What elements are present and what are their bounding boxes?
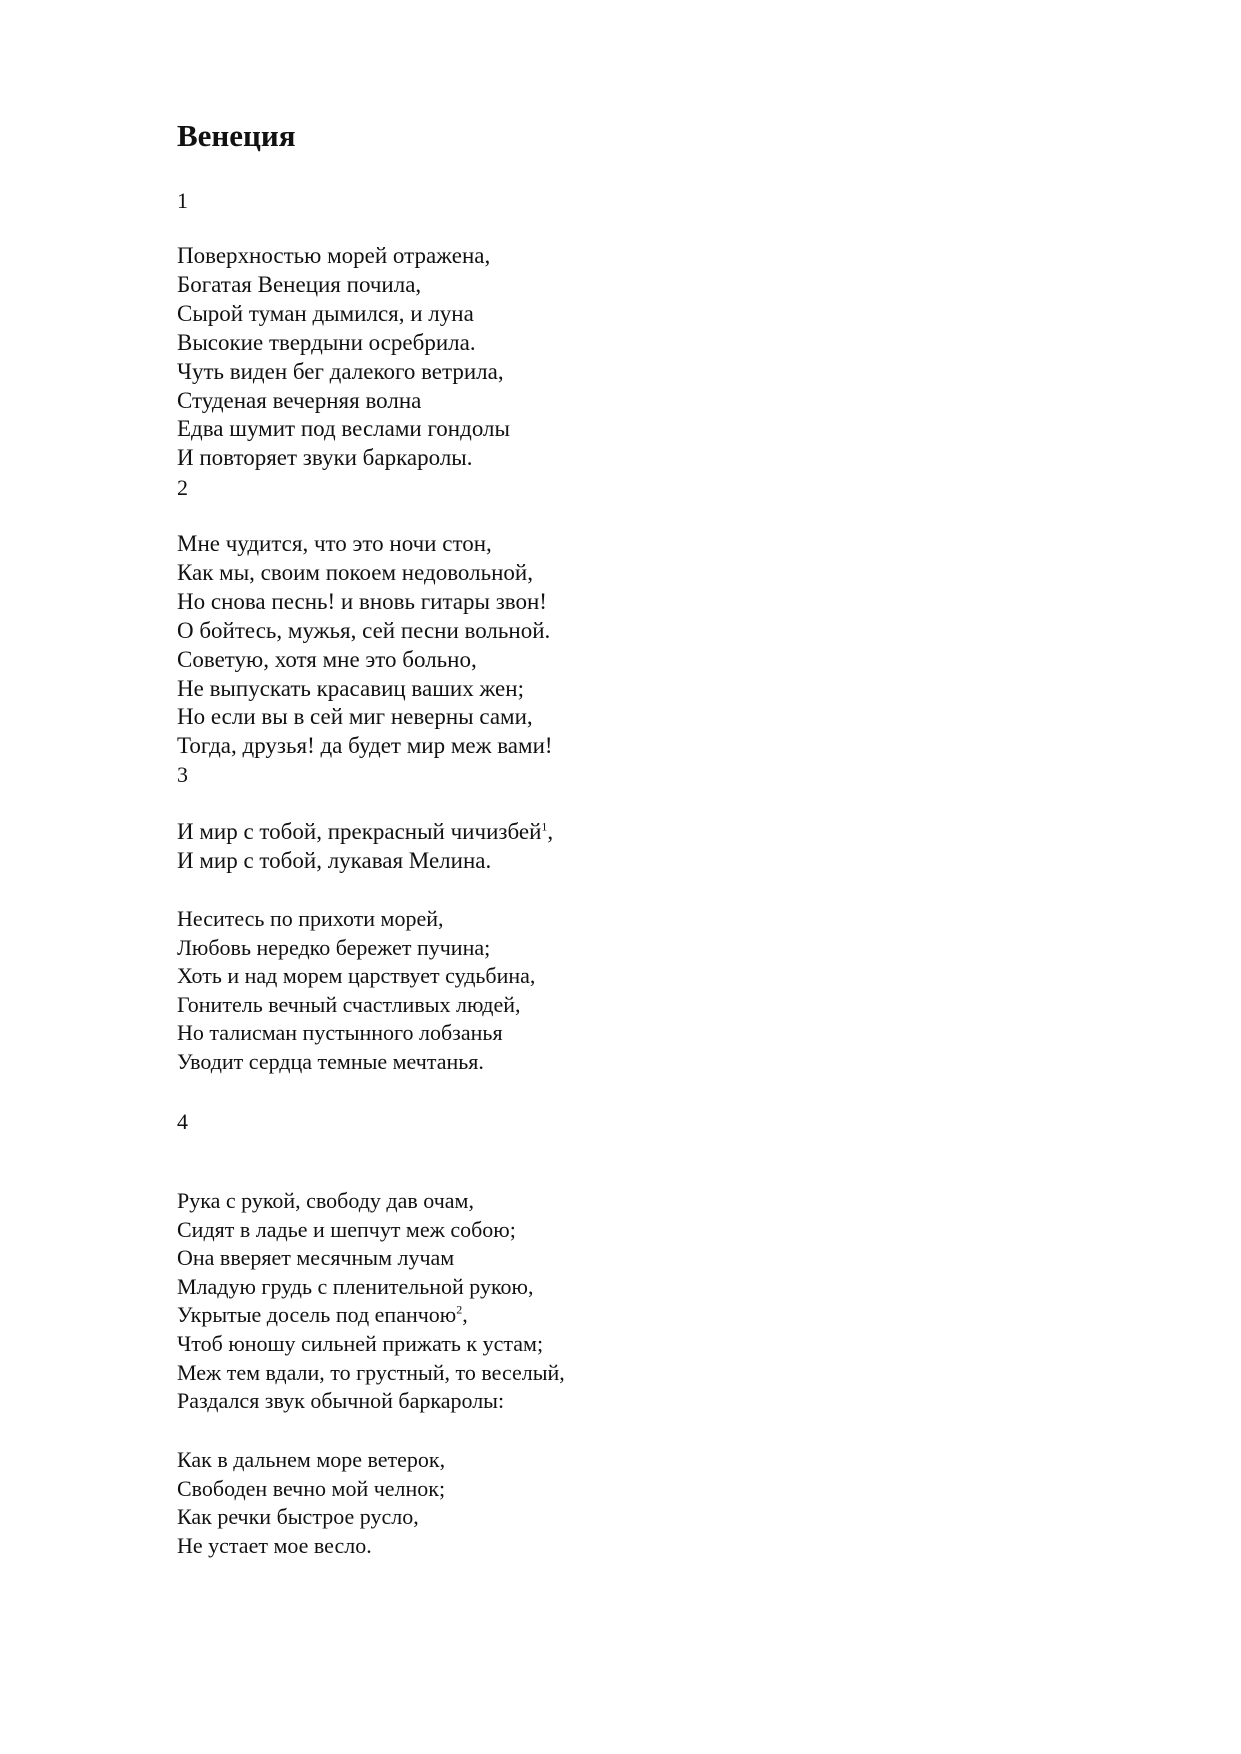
poem-title: Венеция	[177, 118, 296, 153]
verse-line-punctuation: ,	[547, 819, 554, 844]
verse-line-text: Укрытые досель под епанчою	[177, 1302, 457, 1328]
verse-line: Сидят в ладье и шепчут меж собою;	[177, 1216, 516, 1242]
verse-line: Высокие твердыни осребрила.	[177, 329, 476, 355]
verse-line: Но талисман пустынного лобзанья	[177, 1020, 503, 1046]
verse-line: И мир с тобой, лукавая Мелина.	[177, 847, 492, 873]
stanza-4a	[177, 1187, 565, 1416]
verse-line-text: И мир с тобой, прекрасный чичизбей	[177, 819, 542, 844]
verse-line: Сырой туман дымился, и луна	[177, 300, 474, 326]
stanza-3a	[177, 818, 553, 876]
footnote-mark: 2	[456, 1303, 463, 1318]
verse-line: Как мы, своим покоем недовольной,	[177, 559, 533, 585]
section-number-2: 2	[177, 475, 188, 500]
footnote-mark: 1	[541, 819, 548, 834]
verse-line: Но снова песнь! и вновь гитары звон!	[177, 588, 547, 614]
verse-line: Богатая Венеция почила,	[177, 271, 422, 297]
verse-line: Любовь нередко бережет пучина;	[177, 934, 491, 960]
verse-line: Младую грудь с пленительной рукою,	[177, 1273, 534, 1299]
verse-line: Советую, хотя мне это больно,	[177, 646, 477, 672]
section-number-4: 4	[177, 1109, 188, 1134]
verse-line: Меж тем вдали, то грустный, то веселый,	[177, 1359, 565, 1385]
stanza-3b	[177, 905, 535, 1077]
section-number-3: 3	[177, 762, 188, 787]
section-number-1: 1	[177, 188, 188, 213]
verse-line: Не выпускать красавиц ваших жен;	[177, 675, 524, 701]
verse-line: Как речки быстрое русло,	[177, 1504, 419, 1530]
verse-line: Хоть и над морем царствует судьбина,	[177, 963, 536, 989]
verse-line: Едва шумит под веслами гондолы	[177, 416, 510, 442]
verse-line: Уводит сердца темные мечтанья.	[177, 1048, 484, 1074]
stanza-2	[177, 530, 553, 761]
verse-line: Поверхностью морей отражена,	[177, 243, 491, 268]
verse-line: О бойтесь, мужья, сей песни вольной.	[177, 617, 551, 643]
verse-line: Чуть виден бег далекого ветрила,	[177, 358, 504, 384]
stanza-1	[177, 242, 510, 473]
verse-line: Тогда, друзья! да будет мир меж вами!	[177, 733, 553, 759]
verse-line-punctuation: ,	[462, 1302, 468, 1328]
verse-line: Мне чудится, что это ночи стон,	[177, 531, 492, 556]
verse-line: Раздался звук обычной баркаролы:	[177, 1388, 505, 1414]
verse-line: Как в дальнем море ветерок,	[177, 1447, 446, 1472]
verse-line: И повторяет звуки баркаролы.	[177, 445, 473, 471]
verse-line: Неситесь по прихоти морей,	[177, 906, 444, 931]
verse-line	[177, 1301, 565, 1330]
verse-line: Студеная вечерняя волна	[177, 387, 422, 413]
verse-line: Рука с рукой, свободу дав очам,	[177, 1188, 474, 1213]
verse-line: Гонитель вечный счастливых людей,	[177, 991, 521, 1017]
verse-line: Чтоб юношу сильней прижать к устам;	[177, 1330, 544, 1356]
verse-line: Не устает мое весло.	[177, 1532, 372, 1558]
verse-line: Она вверяет месячным лучам	[177, 1245, 455, 1271]
verse-line: Но если вы в сей миг неверны сами,	[177, 704, 533, 730]
stanza-4b	[177, 1446, 445, 1560]
verse-line: Свободен вечно мой челнок;	[177, 1475, 446, 1501]
verse-line	[177, 818, 553, 847]
